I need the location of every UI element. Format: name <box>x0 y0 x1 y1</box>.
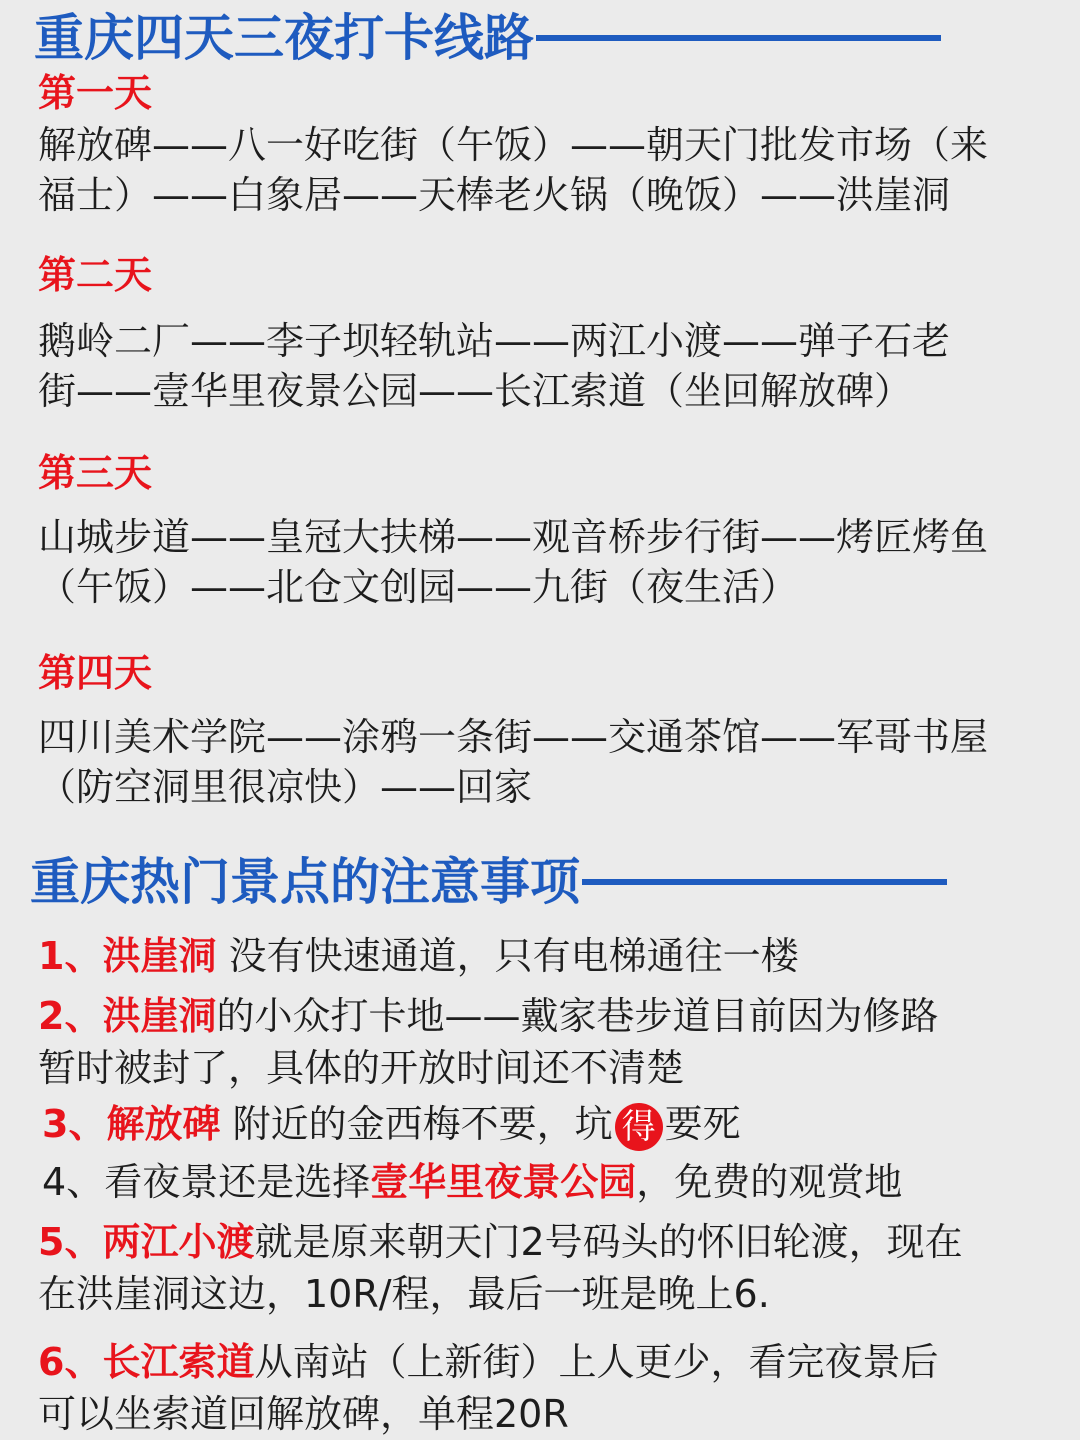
day-3-route <box>38 512 1080 612</box>
route-line: 四川美术学院——涂鸦一条街——交通茶馆——军哥书屋 <box>38 715 989 759</box>
circled-badge: 得 <box>615 1103 663 1151</box>
title-underline <box>536 35 941 41</box>
route-line: （防空洞里很凉快）——回家 <box>38 765 533 809</box>
note-text: 就是原来朝天门2号码头的怀旧轮渡，现在 <box>254 1220 963 1264</box>
note-number: 1、 <box>38 934 103 978</box>
note-number: 2、 <box>38 994 103 1038</box>
day-4-route <box>38 712 1080 812</box>
day-4-label: 第四天 <box>38 651 153 695</box>
note-2 <box>38 990 1080 1094</box>
note-5 <box>38 1216 1080 1320</box>
note-text-after: 要死 <box>664 1102 741 1146</box>
section-title-routes <box>34 8 941 68</box>
route-line: 福士）——白象居——天棒老火锅（晚饭）——洪崖洞 <box>38 173 951 217</box>
note-text: 附近的金西梅不要，坑 <box>232 1102 613 1146</box>
note-text-pre: 看夜景还是选择 <box>104 1160 371 1204</box>
note-keyword: 壹华里夜景公园 <box>370 1160 637 1204</box>
day-3-label: 第三天 <box>38 451 153 495</box>
note-number: 3、 <box>42 1102 107 1146</box>
note-1 <box>38 930 1080 982</box>
note-keyword: 两江小渡 <box>102 1220 255 1264</box>
note-text: 没有快速通道，只有电梯通往一楼 <box>228 934 799 978</box>
note-number: 4、 <box>42 1160 105 1204</box>
note-number: 6、 <box>38 1340 103 1384</box>
route-line: （午饭）——北仓文创园——九街（夜生活） <box>38 565 799 609</box>
note-text-line2: 在洪崖洞这边，10R/程，最后一班是晚上6. <box>38 1272 770 1316</box>
section-title-text: 重庆热门景点的注意事项 <box>30 853 580 911</box>
note-keyword: 洪崖洞 <box>102 934 217 978</box>
note-text: 从南站（上新街）上人更少，看完夜景后 <box>254 1340 939 1384</box>
day-2-label: 第二天 <box>38 253 153 297</box>
route-line: 解放碑——八一好吃街（午饭）——朝天门批发市场（来 <box>38 123 989 167</box>
title-underline <box>582 879 947 885</box>
section-title-text: 重庆四天三夜打卡线路 <box>34 9 534 67</box>
route-line: 街——壹华里夜景公园——长江索道（坐回解放碑） <box>38 369 913 413</box>
route-line: 山城步道——皇冠大扶梯——观音桥步行街——烤匠烤鱼 <box>38 515 989 559</box>
note-keyword: 解放碑 <box>106 1102 221 1146</box>
day-2-route <box>38 316 1080 416</box>
section-title-notes <box>30 852 947 912</box>
note-text-line2: 可以坐索道回解放碑，单程20R <box>38 1392 569 1436</box>
day-1-route <box>38 120 1080 220</box>
note-3 <box>42 1098 1080 1151</box>
day-1-label: 第一天 <box>38 71 153 115</box>
note-text: 的小众打卡地——戴家巷步道目前因为修路 <box>216 994 939 1038</box>
note-4 <box>42 1156 1080 1208</box>
note-keyword: 长江索道 <box>102 1340 255 1384</box>
route-line: 鹅岭二厂——李子坝轻轨站——两江小渡——弹子石老 <box>38 319 951 363</box>
note-text: ，免费的观赏地 <box>636 1160 903 1204</box>
note-text-line2: 暂时被封了，具体的开放时间还不清楚 <box>38 1046 685 1090</box>
note-number: 5、 <box>38 1220 103 1264</box>
note-keyword: 洪崖洞 <box>102 994 217 1038</box>
note-6 <box>38 1336 1080 1440</box>
